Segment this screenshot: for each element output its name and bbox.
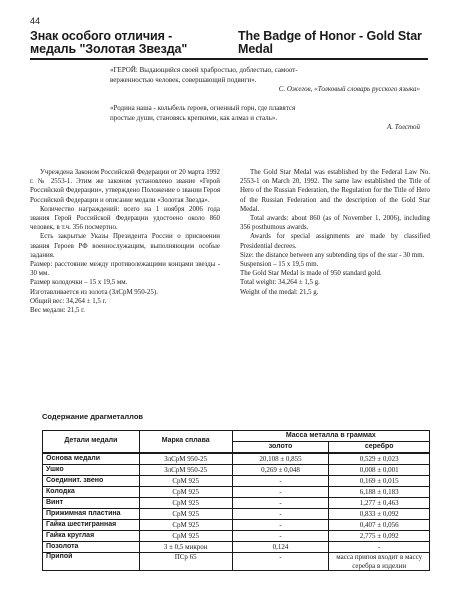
table-caption: Содержание драгметаллов xyxy=(42,412,144,421)
cell-gold: - xyxy=(232,487,329,498)
table-row xyxy=(43,520,430,531)
cell-gold: - xyxy=(232,531,329,542)
title-russian: Знак особого отличия - медаль "Золотая Звезда" xyxy=(30,29,188,56)
epigraph-line: «ГЕРОЙ: Выдающийся своей храбростью, доблестью, самоот- xyxy=(110,66,298,74)
header-gold: золото xyxy=(232,442,329,454)
cell-alloy: 3 ± 0,5 микрон xyxy=(139,542,232,553)
cell-silver: 1,277 ± 0,463 xyxy=(329,498,430,509)
cell-part: Соединит. звено xyxy=(43,476,140,487)
cell-part: Гайка круглая xyxy=(43,531,140,542)
cell-part: Припой xyxy=(43,553,140,571)
cell-silver: 0,407 ± 0,056 xyxy=(329,520,430,531)
cell-gold: - xyxy=(232,476,329,487)
paragraph: Размер колодочки – 15 х 19,5 мм. xyxy=(30,279,128,287)
header-mass: Масса металла в граммах xyxy=(232,431,429,442)
cell-gold: - xyxy=(232,498,329,509)
cell-silver: 0,169 ± 0,015 xyxy=(329,476,430,487)
cell-gold: 20,108 ± 0,855 xyxy=(232,453,329,465)
cell-alloy: СрМ 925 xyxy=(139,531,232,542)
cell-alloy: ЗлСрМ 950-25 xyxy=(139,453,232,465)
cell-alloy: СрМ 925 xyxy=(139,487,232,498)
table-row xyxy=(43,453,430,465)
cell-gold: - xyxy=(232,520,329,531)
cell-alloy: ПСр 65 xyxy=(139,553,232,571)
cell-silver: 6,188 ± 0,183 xyxy=(329,487,430,498)
epigraph-tolstoy xyxy=(110,104,420,133)
header-alloy: Марка сплава xyxy=(139,431,232,454)
cell-part: Ушко xyxy=(43,465,140,476)
paragraph: Awards for special assignments are made by classified Presidential decrees. xyxy=(240,233,430,250)
cell-part: Колодка xyxy=(43,487,140,498)
paragraph: The Gold Star Medal was established by the Federal Law No. 2553-1 on March 20, 1992. The same law established the Title of Hero of the Russian Federation, the Regulation for the Title of Hero of the Russian Federation and the description of the Gold Star Medal. xyxy=(240,169,430,213)
paragraph: Weight of the medal: 21,5 g. xyxy=(240,288,319,296)
table-row xyxy=(43,476,430,487)
epigraph-line: простые души, становясь крепкими, как алмаз и сталь». xyxy=(110,113,278,122)
body-english xyxy=(240,168,430,297)
cell-alloy: СрМ 925 xyxy=(139,498,232,509)
cell-silver: 2,775 ± 0,092 xyxy=(329,531,430,542)
title-divider xyxy=(30,58,428,60)
paragraph: Количество награждений: всего на 1 ноября 2006 года звания Герой Российской Федерации удостоено около 860 человек, в т.ч. 356 посмертно. xyxy=(30,205,220,232)
epigraph-attribution: А. Толстой xyxy=(386,123,420,131)
header-part: Детали медали xyxy=(43,431,140,454)
table-row xyxy=(43,553,430,571)
paragraph: Учреждена Законом Российской Федерации от 20 марта 1992 г. № 2553-1. Этим же законом установлено звание «Герой Российской Федерации», утверждено Положение о звании Героя Российской Федерации и описание медали «Золотая Звезда». xyxy=(30,169,220,204)
paragraph: Вес медали: 21,5 г. xyxy=(30,307,85,315)
cell-silver: масса припоя входит в массу серебра в изделии xyxy=(329,553,430,571)
epigraph-line: верженностью человек, совершающий подвиги». xyxy=(110,75,257,84)
cell-gold: - xyxy=(232,553,329,571)
cell-silver: 0,008 ± 0,001 xyxy=(329,465,430,476)
cell-gold: 0,124 xyxy=(232,542,329,553)
paragraph: Total weight: 34,264 ± 1,5 g. xyxy=(240,279,320,287)
title-english: The Badge of Honor - Gold Star Medal xyxy=(238,29,422,56)
table-row xyxy=(43,542,430,553)
cell-alloy: ЗлСрМ 950-25 xyxy=(139,465,232,476)
cell-silver: 0,833 ± 0,092 xyxy=(329,509,430,520)
table-row xyxy=(43,531,430,542)
cell-silver: - xyxy=(329,542,430,553)
table-row xyxy=(43,487,430,498)
table-row xyxy=(43,465,430,476)
title-block xyxy=(30,30,428,56)
epigraph-ozhegov xyxy=(110,66,420,95)
epigraph-line: «Родина наша - колыбель героев, огненный горн, где плавятся xyxy=(110,104,296,112)
cell-gold: 0,269 ± 0,048 xyxy=(232,465,329,476)
paragraph: Изготавливается из золота (ЗлСрМ 950-25). xyxy=(30,288,158,296)
cell-part: Основа медали xyxy=(43,453,140,465)
paragraph: Suspension – 15 x 19,5 mm. xyxy=(240,261,319,269)
body-russian xyxy=(30,168,220,315)
cell-part: Гайка шестигранная xyxy=(43,520,140,531)
cell-part: Прижимная пластина xyxy=(43,509,140,520)
cell-alloy: СрМ 925 xyxy=(139,520,232,531)
page-number: 44 xyxy=(30,16,41,26)
table-row xyxy=(43,498,430,509)
epigraph-attribution: С. Ожегов, «Толковый словарь русского языка» xyxy=(278,85,420,93)
cell-silver: 0,529 ± 0,023 xyxy=(329,453,430,465)
paragraph: Size: the distance between any subtending tips of the star - 30 mm. xyxy=(240,251,425,259)
cell-part: Винт xyxy=(43,498,140,509)
precious-metals-table xyxy=(42,430,430,571)
cell-alloy: СрМ 925 xyxy=(139,509,232,520)
cell-gold: - xyxy=(232,509,329,520)
cell-part: Позолота xyxy=(43,542,140,553)
paragraph: Total awards: about 860 (as of November 1, 2006), including 356 posthumous awards. xyxy=(240,215,430,232)
paragraph: Общий вес: 34,264 ± 1,5 г. xyxy=(30,297,107,305)
cell-alloy: СрМ 925 xyxy=(139,476,232,487)
header-silver: серебро xyxy=(329,442,430,454)
table-row xyxy=(43,509,430,520)
paragraph: The Gold Star Medal is made of 950 standard gold. xyxy=(240,270,382,278)
paragraph: Есть закрытые Указы Президента России о присвоении звания Героев РФ военнослужащим, выполняющим особые задания. xyxy=(30,233,220,259)
paragraph: Размер: расстояние между противолежащими концами звезды - 30 мм. xyxy=(30,261,220,278)
